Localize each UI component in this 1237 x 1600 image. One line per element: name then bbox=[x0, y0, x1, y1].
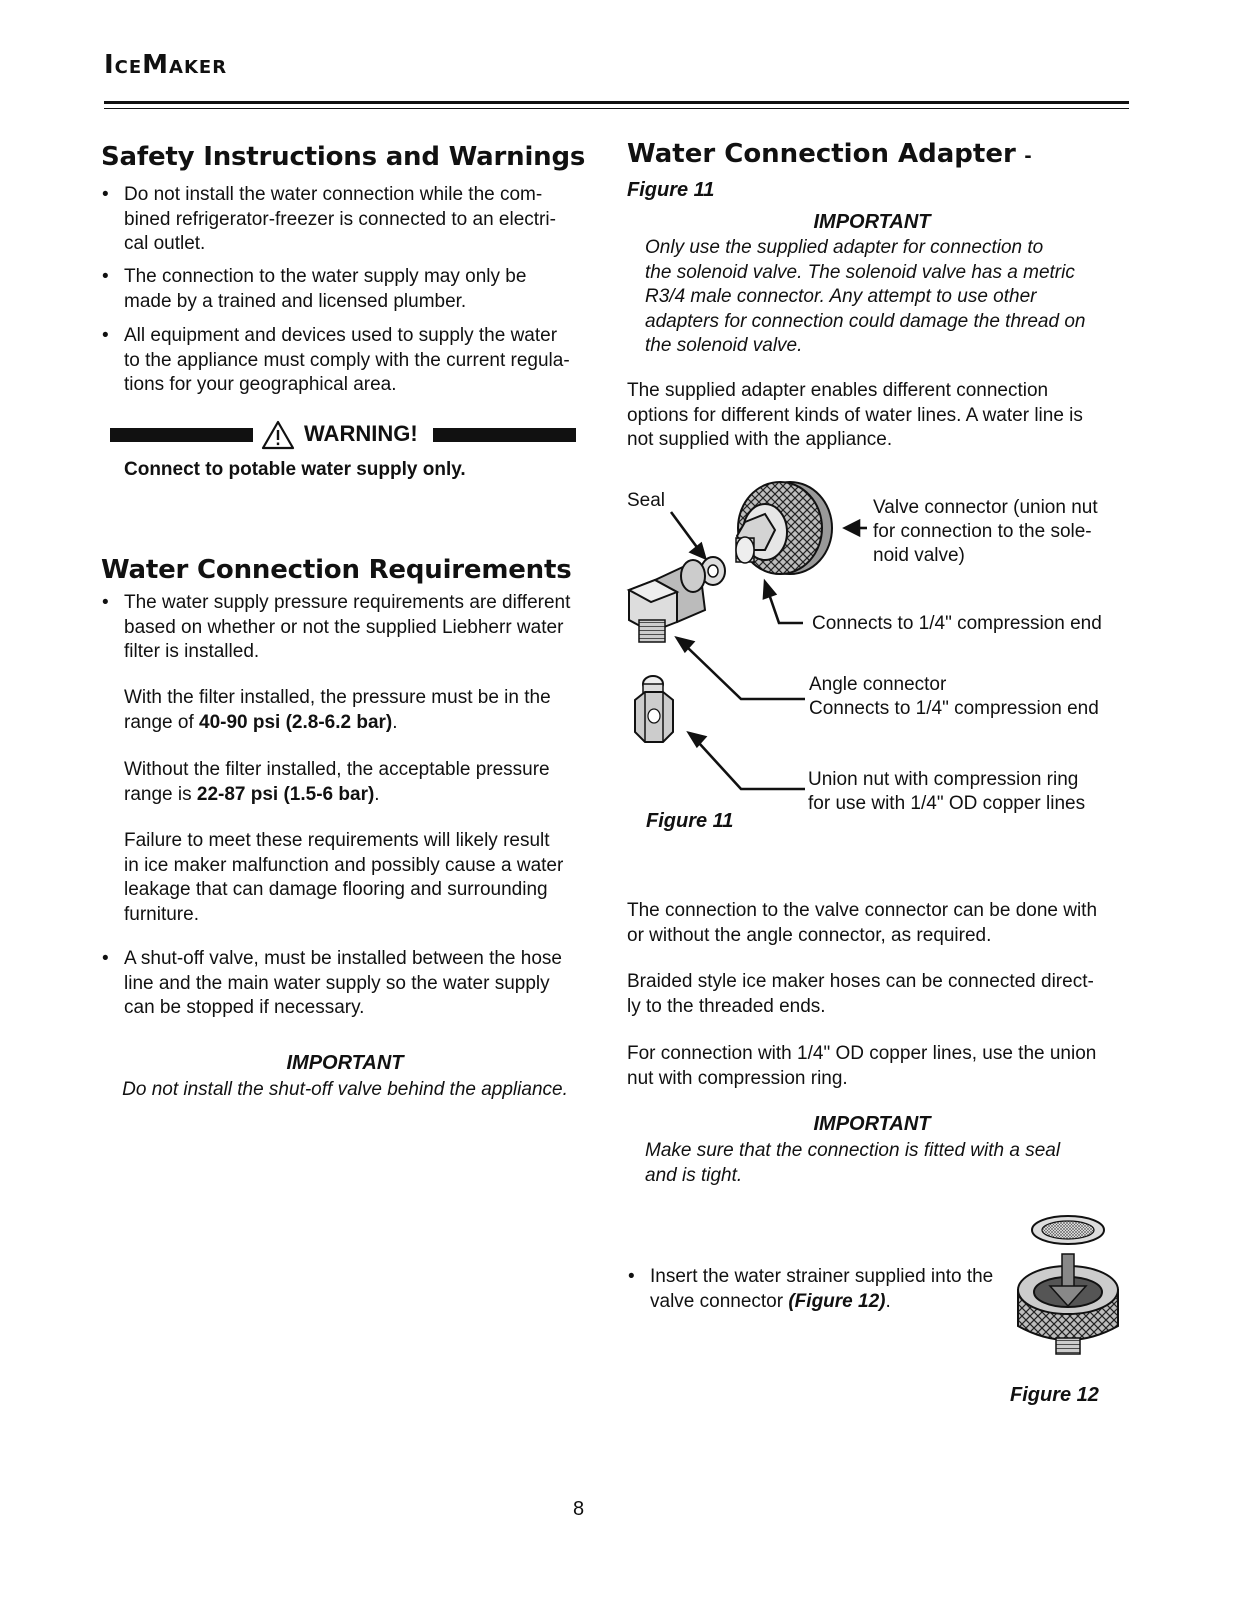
adapter-p4: For connection with 1/4" OD copper lines, use the union nut with compression ring. bbox=[627, 1043, 1097, 1089]
figure-12-caption: Figure 12 bbox=[1010, 1384, 1099, 1406]
header-rule-thick bbox=[104, 101, 1129, 104]
safety-bullet-3: • All equipment and devices used to supply the water to the appliance must comply with the current regula- tions for your geographical area. bbox=[102, 325, 570, 395]
angle-connector-label: Angle connector Connects to 1/4" compression end bbox=[809, 674, 1099, 719]
req-bullet-1: • The water supply pressure requirements are different based on whether or not the supplied Liebherr water filter is installed. bbox=[102, 592, 571, 662]
valve-connector-label: Valve connector (union nut for connection to the sole- noid valve) bbox=[873, 497, 1098, 566]
req-filter-installed: With the filter installed, the pressure must be in the range of 40-90 psi (2.8-6.2 bar). bbox=[124, 687, 551, 733]
req-filter-not-installed: Without the filter installed, the acceptable pressure range is 22-87 psi (1.5-6 bar). bbox=[124, 759, 550, 805]
water-strainer-icon bbox=[1032, 1216, 1104, 1244]
strainer-bullet: • Insert the water strainer supplied into the valve connector (Figure 12). bbox=[628, 1266, 994, 1312]
figure-11-caption: Figure 11 bbox=[646, 810, 734, 832]
warning-bar-left bbox=[110, 428, 253, 442]
header-rule-thin bbox=[104, 108, 1129, 109]
warning-bar-right bbox=[433, 428, 576, 442]
connects-label: Connects to 1/4" compression end bbox=[812, 613, 1102, 634]
page-number: 8 bbox=[572, 1498, 585, 1520]
union-nut-icon bbox=[635, 676, 673, 742]
seal-label: Seal bbox=[627, 490, 666, 511]
adapter-intro-text: The supplied adapter enables different connection options for different kinds of water lines. A water line is not supplied with the appliance. bbox=[627, 380, 1083, 450]
left-important-title: IMPORTANT bbox=[286, 1052, 404, 1074]
angle-connector-icon bbox=[629, 560, 705, 642]
valve-connector-icon bbox=[736, 482, 832, 574]
req-failure-text: Failure to meet these requirements will likely result in ice maker malfunction and possibly cause a water leakage that can damage flooring and surrounding furniture. bbox=[124, 830, 564, 925]
warning-text: Connect to potable water supply only. bbox=[124, 459, 466, 480]
left-important-text: Do not install the shut-off valve behind the appliance. bbox=[122, 1079, 568, 1100]
right-important1-text: Only use the supplied adapter for connection to the solenoid valve. The solenoid valve has a metric R3/4 male connector. Any attempt to use other adapters for connection could damage the thread on the solenoid valve. bbox=[645, 237, 1086, 356]
adapter-title: Water Connection Adapter - bbox=[627, 139, 1032, 169]
adapter-figure-ref: Figure 11 bbox=[627, 179, 715, 201]
figure-12-illustration bbox=[1010, 1208, 1130, 1368]
warning-triangle-icon bbox=[261, 420, 295, 450]
right-important2-text: Make sure that the connection is fitted with a seal and is tight. bbox=[645, 1140, 1061, 1186]
safety-title: Safety Instructions and Warnings bbox=[101, 142, 586, 172]
right-important2-title: IMPORTANT bbox=[813, 1113, 931, 1135]
brand-header: IceMaker bbox=[104, 50, 228, 80]
union-nut-label: Union nut with compression ring for use with 1/4" OD copper lines bbox=[808, 769, 1086, 814]
adapter-p3: Braided style ice maker hoses can be connected direct- ly to the threaded ends. bbox=[627, 971, 1094, 1017]
adapter-p2: The connection to the valve connector can be done with or without the angle connector, as required. bbox=[627, 900, 1098, 946]
right-important1-title: IMPORTANT bbox=[813, 211, 931, 233]
safety-bullet-1: • Do not install the water connection while the com- bined refrigerator-freezer is connected to an electri- cal outlet. bbox=[102, 184, 556, 254]
warning-label: WARNING! bbox=[304, 421, 418, 446]
requirements-title: Water Connection Requirements bbox=[101, 555, 572, 585]
safety-bullet-2: • The connection to the water supply may only be made by a trained and licensed plumber. bbox=[102, 266, 527, 312]
req-bullet-2: • A shut-off valve, must be installed between the hose line and the main water supply so the water supply can be stopped if necessary. bbox=[102, 948, 562, 1018]
